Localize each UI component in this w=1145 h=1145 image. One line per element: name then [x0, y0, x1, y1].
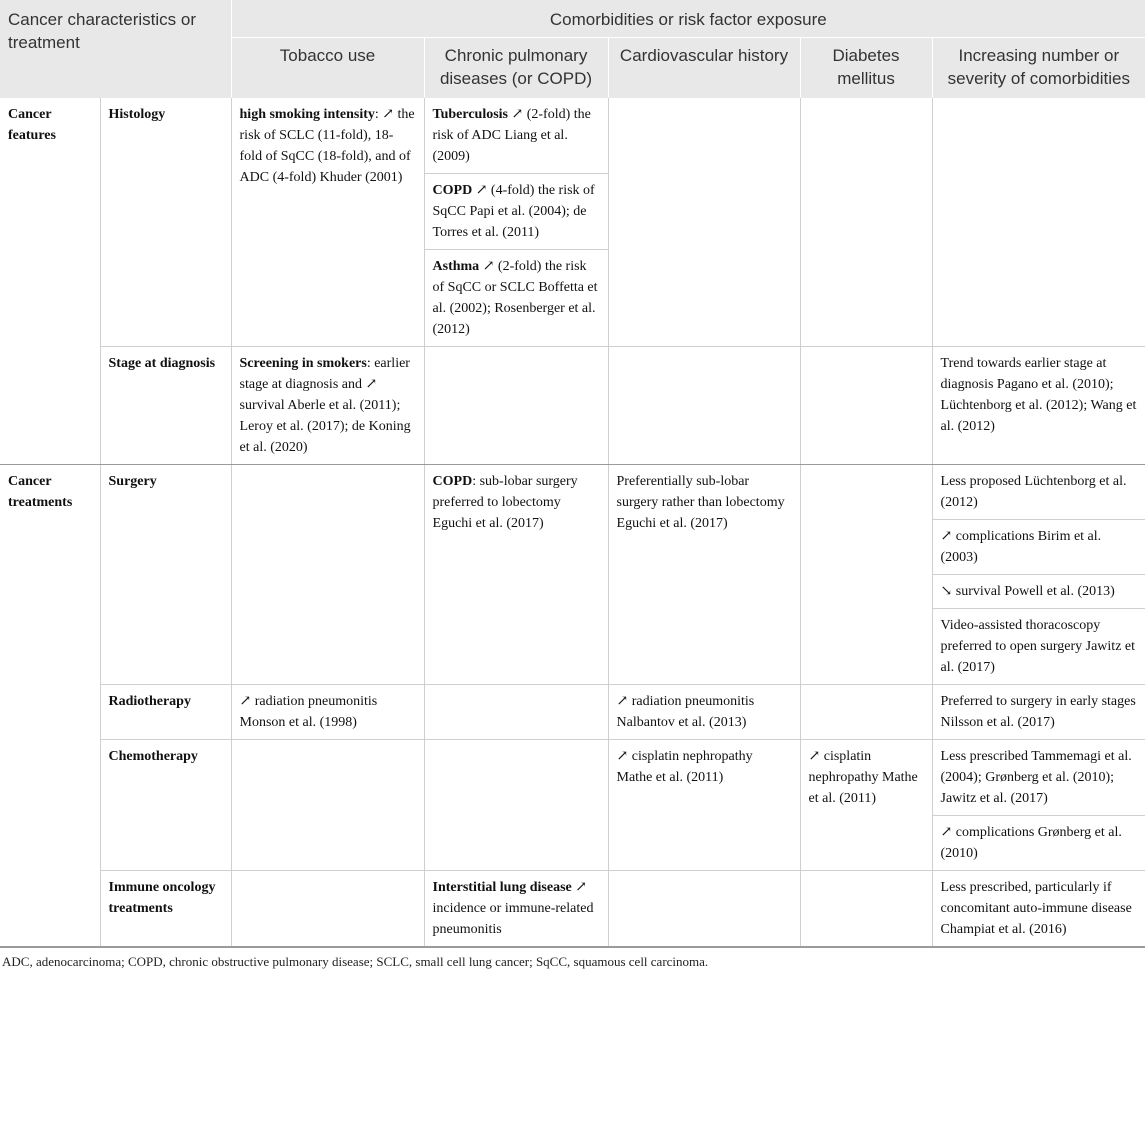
row-immune-label: Immune oncology treatments [100, 871, 231, 947]
histology-copd-asthma: Asthma ↗ (2-fold) the risk of SqCC or SCLC Boffetta et al. (2002); Rosenberger et al. (2012) [424, 250, 608, 347]
radiotherapy-copd [424, 685, 608, 740]
histology-copd-copd: COPD ↗ (4-fold) the risk of SqCC Papi et al. (2004); de Torres et al. (2011) [424, 174, 608, 250]
histology-diabetes [800, 98, 932, 347]
stage-cardio [608, 347, 800, 465]
surgery-tobacco [231, 465, 424, 685]
row-radiotherapy-label: Radiotherapy [100, 685, 231, 740]
header-diabetes: Diabetes mellitus [800, 38, 932, 99]
histology-comorb [932, 98, 1145, 347]
stage-copd [424, 347, 608, 465]
header-tobacco: Tobacco use [231, 38, 424, 99]
chemotherapy-diabetes: ↗ cisplatin nephropathy Mathe et al. (2011) [800, 740, 932, 871]
surgery-comorb-4: Video-assisted thoracoscopy preferred to open surgery Jawitz et al. (2017) [932, 609, 1145, 685]
radiotherapy-comorb: Preferred to surgery in early stages Nilsson et al. (2017) [932, 685, 1145, 740]
chemotherapy-comorb-1: Less prescribed Tammemagi et al. (2004); Grønberg et al. (2010); Jawitz et al. (2017) [932, 740, 1145, 816]
chemotherapy-comorb-2: ↗ complications Grønberg et al. (2010) [932, 816, 1145, 871]
table-footnote: ADC, adenocarcinoma; COPD, chronic obstructive pulmonary disease; SCLC, small cell lung cancer; SqCC, squamous cell carcinoma. [0, 947, 1145, 976]
immune-cardio [608, 871, 800, 947]
chemotherapy-copd [424, 740, 608, 871]
chemotherapy-cardio: ↗ cisplatin nephropathy Mathe et al. (2011) [608, 740, 800, 871]
surgery-diabetes [800, 465, 932, 685]
stage-comorb: Trend towards earlier stage at diagnosis Pagano et al. (2010); Lüchtenborg et al. (2012); Wang et al. (2012) [932, 347, 1145, 465]
surgery-comorb-2: ↗ complications Birim et al. (2003) [932, 520, 1145, 575]
header-cardio: Cardiovascular history [608, 38, 800, 99]
row-stage-label: Stage at diagnosis [100, 347, 231, 465]
histology-tobacco: high smoking intensity: ↗ the risk of SCLC (11-fold), 18-fold of SqCC (18-fold), and of ADC (4-fold) Khuder (2001) [231, 98, 424, 347]
immune-tobacco [231, 871, 424, 947]
row-surgery-label: Surgery [100, 465, 231, 685]
immune-diabetes [800, 871, 932, 947]
stage-tobacco: Screening in smokers: earlier stage at diagnosis and ↗ survival Aberle et al. (2011); Leroy et al. (2017); de Koning et al. (2020) [231, 347, 424, 465]
row-chemotherapy-label: Chemotherapy [100, 740, 231, 871]
immune-comorb: Less prescribed, particularly if concomitant auto-immune disease Champiat et al. (2016) [932, 871, 1145, 947]
section-treatments: Cancer treatments [0, 465, 100, 947]
stage-diabetes [800, 347, 932, 465]
section-features: Cancer features [0, 98, 100, 465]
radiotherapy-tobacco: ↗ radiation pneumonitis Monson et al. (1998) [231, 685, 424, 740]
immune-copd: Interstitial lung disease ↗ incidence or immune-related pneumonitis [424, 871, 608, 947]
histology-cardio [608, 98, 800, 347]
row-histology-label: Histology [100, 98, 231, 347]
chemotherapy-tobacco [231, 740, 424, 871]
radiotherapy-diabetes [800, 685, 932, 740]
header-group: Comorbidities or risk factor exposure [231, 0, 1145, 38]
surgery-copd: COPD: sub-lobar surgery preferred to lobectomy Eguchi et al. (2017) [424, 465, 608, 685]
surgery-comorb-1: Less proposed Lüchtenborg et al. (2012) [932, 465, 1145, 520]
surgery-cardio: Preferentially sub-lobar surgery rather than lobectomy Eguchi et al. (2017) [608, 465, 800, 685]
surgery-comorb-3: ↘ survival Powell et al. (2013) [932, 575, 1145, 609]
histology-copd-tuberculosis: Tuberculosis ↗ (2-fold) the risk of ADC Liang et al. (2009) [424, 98, 608, 174]
radiotherapy-cardio: ↗ radiation pneumonitis Nalbantov et al. (2013) [608, 685, 800, 740]
header-comorb: Increasing number or severity of comorbidities [932, 38, 1145, 99]
header-col0: Cancer characteristics or treatment [0, 0, 231, 98]
header-copd: Chronic pulmonary diseases (or COPD) [424, 38, 608, 99]
